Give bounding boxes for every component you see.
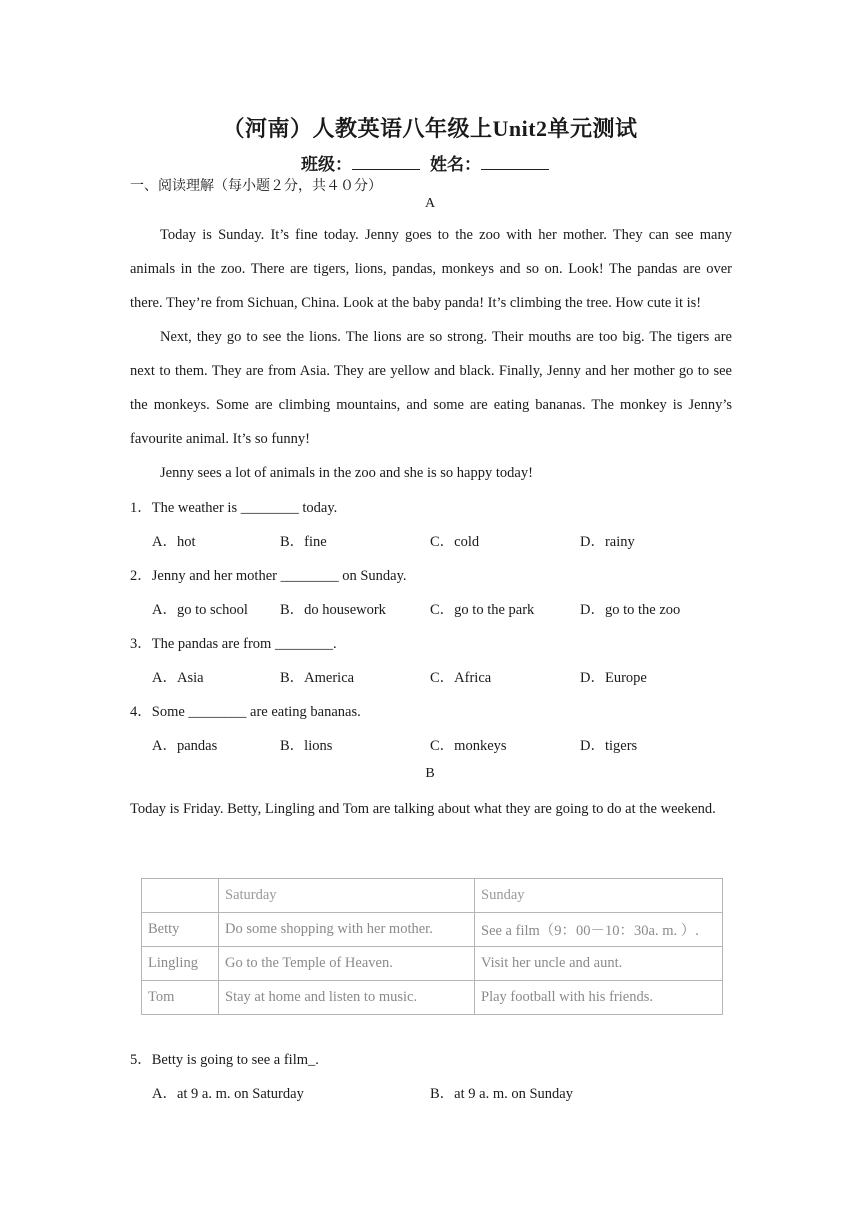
option-a: A．pandas [152,738,218,754]
passage-b-intro: Today is Friday. Betty, Lingling and Tom are talking about what they are going to do at the weekend. [130,801,716,817]
option-c: C．monkeys [430,738,507,754]
option-b: B．America [280,670,355,686]
table-cell: See a film（9：00－10：30a. m. ）. [475,913,723,947]
section-heading: 一、阅读理解（每小题２分，共４０分） [130,179,382,194]
option-d: D．go to the zoo [580,602,681,618]
table-cell: Go to the Temple of Heaven. [219,947,475,981]
option-d: D．tigers [580,738,638,754]
option-b: B．fine [280,534,327,550]
question-stem: 1．The weather is ________ today. [130,500,338,516]
class-label: 班级： [301,155,352,174]
table-cell: Betty [142,913,219,947]
weekend-schedule-table [141,878,723,1015]
question-stem: 2．Jenny and her mother ________ on Sunday. [130,568,407,584]
option-d: D．Europe [580,670,647,686]
table-row [142,913,723,947]
table-cell: Tom [142,981,219,1015]
name-blank [481,155,549,170]
table-header-cell: Saturday [219,879,475,913]
passage-a [130,218,732,490]
option-a: A．at 9 a. m. on Saturday [152,1086,304,1102]
table-cell: Play football with his friends. [475,981,723,1015]
option-a: A．go to school [152,602,248,618]
table-cell: Stay at home and listen to music. [219,981,475,1015]
table-cell: Do some shopping with her mother. [219,913,475,947]
option-c: C．cold [430,534,480,550]
part-a-label: A [424,196,436,211]
question-options [152,1082,752,1102]
question-stem: 4．Some ________ are eating bananas. [130,704,361,720]
name-label: 姓名： [430,155,481,174]
question-stem: 3．The pandas are from ________. [130,636,337,652]
page-title: （河南）人教英语八年级上Unit2单元测试 [222,116,638,141]
table-header-cell: Sunday [475,879,723,913]
table-header-row [142,879,723,913]
passage-a-paragraph: Jenny sees a lot of animals in the zoo and she is so happy today! [160,465,533,481]
option-b: B．at 9 a. m. on Sunday [430,1086,573,1102]
table-row [142,947,723,981]
question-options [152,734,752,754]
option-b: B．do housework [280,602,386,618]
question-options [152,666,752,686]
option-c: C．go to the park [430,602,535,618]
part-b-label: B [425,766,435,781]
table-header-cell [142,879,219,913]
question-options [152,598,752,618]
option-b: B．lions [280,738,333,754]
table-cell: Visit her uncle and aunt. [475,947,723,981]
passage-a-paragraph: Today is Sunday. It’s fine today. Jenny goes to the zoo with her mother. They can see many animals in the zoo. There are tigers, lions, pandas, monkeys and so on. Look! The pandas are over there. They’re from Sichuan, China. Look at the baby panda! It’s climbing the tree. How cute it is! [130,227,732,311]
option-d: D．rainy [580,534,635,550]
option-c: C．Africa [430,670,492,686]
option-a: A．Asia [152,670,204,686]
table-row [142,981,723,1015]
class-blank [352,155,420,170]
option-a: A．hot [152,534,196,550]
table-cell: Lingling [142,947,219,981]
passage-a-paragraph: Next, they go to see the lions. The lions are so strong. Their mouths are too big. The tigers are next to them. They are from Asia. They are yellow and black. Finally, Jenny and her mother go to see the monkeys. Some are climbing mountains, and some are eating bananas. The monkey is Jenny’s favourite animal. It’s so funny! [130,329,732,447]
class-name-line [0,150,860,175]
question-stem: 5．Betty is going to see a film_. [130,1052,319,1068]
question-options [152,530,752,550]
